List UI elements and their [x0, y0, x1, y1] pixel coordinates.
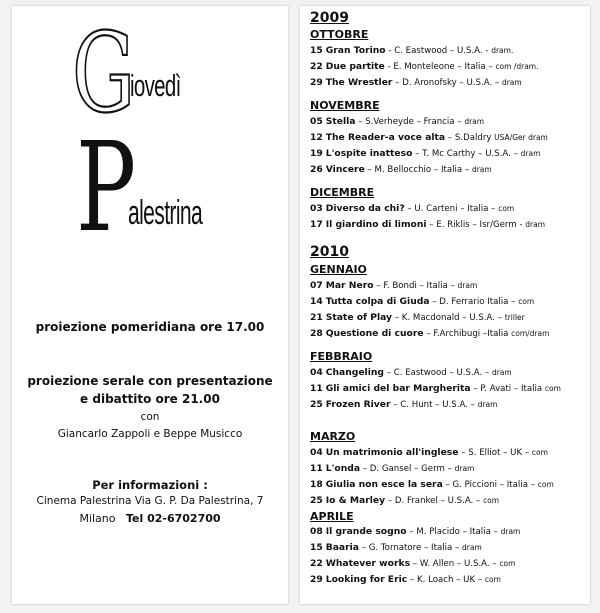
film-row — [310, 203, 514, 214]
logo-word-palestrina: alestrina — [128, 194, 203, 232]
logo-letter-g: G — [72, 9, 136, 137]
film-date: 11 — [310, 383, 323, 394]
film-title: Changeling — [325, 367, 384, 378]
film-row — [310, 542, 482, 553]
film-genre: triller — [504, 313, 525, 322]
film-details: – D. Ferrario Italia – — [429, 297, 519, 307]
film-genre: com — [484, 575, 501, 584]
film-title: The Wrestler — [325, 77, 393, 88]
film-details: – C. Hunt – U.S.A. – — [390, 400, 478, 410]
film-details: – S.Verheyde – Francia – — [355, 117, 465, 127]
film-row — [310, 399, 497, 410]
film-genre: com — [498, 204, 515, 213]
film-row — [310, 164, 492, 175]
with-label: con — [140, 411, 160, 423]
film-title: Gli amici del bar Margherita — [325, 383, 471, 394]
film-details: – T. Mc Carthy – U.S.A. – — [412, 149, 521, 159]
film-genre: dram — [457, 281, 478, 290]
month-heading: DICEMBRE — [310, 186, 375, 199]
film-date: 22 — [310, 61, 323, 72]
film-date: 25 — [310, 399, 323, 410]
month-heading: FEBBRAIO — [310, 350, 373, 363]
film-details: – C. Eastwood – U.S.A. – — [383, 368, 492, 378]
film-title: Tutta colpa di Giuda — [325, 296, 430, 307]
film-row — [310, 296, 534, 307]
film-title: L'onda — [325, 463, 361, 474]
month-heading: APRILE — [310, 510, 354, 523]
matinee-time: proiezione pomeridiana ore 17.00 — [35, 320, 265, 334]
film-title: Il grande sogno — [325, 526, 407, 537]
film-date: 08 — [310, 526, 323, 537]
film-row — [310, 367, 512, 378]
film-row — [310, 219, 545, 230]
film-genre: USA/Ger dram — [494, 133, 548, 142]
film-row — [310, 148, 540, 159]
film-genre: com — [483, 496, 500, 505]
film-genre: com — [518, 297, 535, 306]
film-details: – M. Placido – Italia – — [406, 527, 501, 537]
city-phone — [12, 512, 288, 525]
film-date: 28 — [310, 328, 323, 339]
film-title: Looking for Eric — [325, 574, 408, 585]
film-title: Diverso da chi? — [325, 203, 405, 214]
film-details: – F. Bondi – Italia – — [373, 281, 458, 291]
hosts: Giancarlo Zappoli e Beppe Musicco — [57, 428, 243, 440]
film-details: – S.Daldry — [445, 133, 495, 143]
film-date: 15 — [310, 45, 323, 56]
film-genre: dram — [491, 368, 512, 377]
film-row — [310, 116, 484, 127]
film-row — [310, 312, 525, 323]
film-row — [310, 45, 513, 56]
film-date: 04 — [310, 447, 323, 458]
film-date: 05 — [310, 116, 323, 127]
film-row — [310, 495, 499, 506]
film-title: Due partite — [325, 61, 385, 72]
film-genre: dram — [454, 464, 475, 473]
film-row — [310, 526, 520, 537]
film-title: State of Play — [325, 312, 393, 323]
film-row — [310, 574, 501, 585]
film-title: Mar Nero — [325, 280, 374, 291]
schedule-panel — [300, 6, 590, 604]
film-title: Whatever works — [325, 558, 411, 569]
film-date: 26 — [310, 164, 323, 175]
contact-heading: Per informazioni : — [92, 478, 208, 492]
year-heading: 2010 — [310, 244, 349, 260]
month-heading: NOVEMBRE — [310, 99, 380, 112]
film-date: 07 — [310, 280, 323, 291]
film-row — [310, 77, 522, 88]
film-date: 03 — [310, 203, 323, 214]
film-genre: dram — [477, 400, 498, 409]
film-date: 15 — [310, 542, 323, 553]
film-title: L'ospite inatteso — [325, 148, 413, 159]
film-details: – U. Carteni – Italia – — [404, 204, 499, 214]
film-details: – F.Archibugi –Italia — [423, 329, 512, 339]
film-row — [310, 479, 554, 490]
film-genre: dram — [525, 220, 545, 229]
film-date: 14 — [310, 296, 323, 307]
film-genre: com — [537, 480, 554, 489]
film-date: 12 — [310, 132, 323, 143]
film-details: – P. Avati – Italia — [470, 384, 545, 394]
film-details: – D. Aronofsky – U.S.A. – — [392, 78, 502, 88]
film-date: 25 — [310, 495, 323, 506]
film-date: 11 — [310, 463, 323, 474]
film-details: – M. Bellocchio – Italia – — [364, 165, 472, 175]
year-heading: 2009 — [310, 10, 349, 26]
film-genre: dram — [520, 149, 541, 158]
film-date: 19 — [310, 148, 323, 159]
film-details: – K. Macdonald – U.S.A. – — [392, 313, 505, 323]
film-date: 22 — [310, 558, 323, 569]
film-genre: com — [531, 448, 548, 457]
film-row — [310, 132, 548, 143]
film-details: – G. Piccioni – Italia – — [442, 480, 538, 490]
film-details: – S. Elliot – UK – — [458, 448, 532, 458]
film-date: 18 — [310, 479, 323, 490]
film-row — [310, 280, 477, 291]
evening-line-2: e dibattito ore 21.00 — [80, 392, 220, 406]
logo-letter-p: P — [76, 116, 137, 260]
film-details: - E. Monteleone – Italia – — [384, 62, 496, 72]
film-date: 21 — [310, 312, 323, 323]
address: Cinema Palestrina Via G. P. Da Palestrina, 7 — [36, 495, 264, 507]
film-title: Io & Marley — [325, 495, 386, 506]
film-genre: dram — [462, 543, 482, 552]
cover-panel — [12, 6, 288, 604]
film-details: – W. Allen – U.S.A. – — [410, 559, 500, 569]
film-title: Questione di cuore — [325, 328, 424, 339]
film-genre: com /dram. — [495, 62, 539, 71]
month-heading: MARZO — [310, 430, 356, 443]
film-title: Stella — [325, 116, 356, 127]
film-details: – E. Riklis – Isr/Germ - — [426, 220, 526, 230]
film-title: Il giardino di limoni — [325, 219, 427, 230]
film-title: Un matrimonio all'inglese — [325, 447, 459, 458]
logo-word-giovedi: iovedì — [130, 68, 181, 103]
month-heading: OTTOBRE — [310, 28, 369, 41]
film-genre: com — [544, 384, 561, 393]
film-details: – G. Tornatore – Italia – — [359, 543, 463, 553]
phone-number: Tel 02-6702700 — [125, 512, 221, 525]
city: Milano — [79, 512, 116, 525]
film-title: Giulia non esce la sera — [325, 479, 443, 490]
film-details: – D. Frankel – U.S.A. – — [385, 496, 484, 506]
film-genre: dram — [464, 117, 485, 126]
film-date: 04 — [310, 367, 323, 378]
month-heading: GENNAIO — [310, 263, 367, 276]
film-date: 29 — [310, 77, 323, 88]
film-details: - C. Eastwood – U.S.A. - — [385, 46, 492, 56]
film-row — [310, 383, 561, 394]
film-genre: com/dram — [511, 329, 550, 338]
film-row — [310, 328, 549, 339]
film-genre: dram — [501, 78, 522, 87]
film-date: 29 — [310, 574, 323, 585]
film-row — [310, 463, 474, 474]
evening-line-1: proiezione serale con presentazione — [27, 374, 273, 388]
film-title: Vincere — [325, 164, 365, 175]
film-title: Gran Torino — [325, 45, 386, 56]
film-genre: com — [499, 559, 516, 568]
film-row — [310, 558, 515, 569]
film-row — [310, 61, 539, 72]
film-details: – D. Gansel – Germ – — [360, 464, 455, 474]
film-genre: dram. — [491, 46, 514, 55]
film-title: Baaria — [325, 542, 360, 553]
film-genre: dram — [500, 527, 521, 536]
film-row — [310, 447, 548, 458]
film-title: The Reader-a voce alta — [325, 132, 446, 143]
film-date: 17 — [310, 219, 323, 230]
film-details: – K. Loach – UK – — [407, 575, 485, 585]
film-title: Frozen River — [325, 399, 391, 410]
film-genre: dram — [471, 165, 492, 174]
